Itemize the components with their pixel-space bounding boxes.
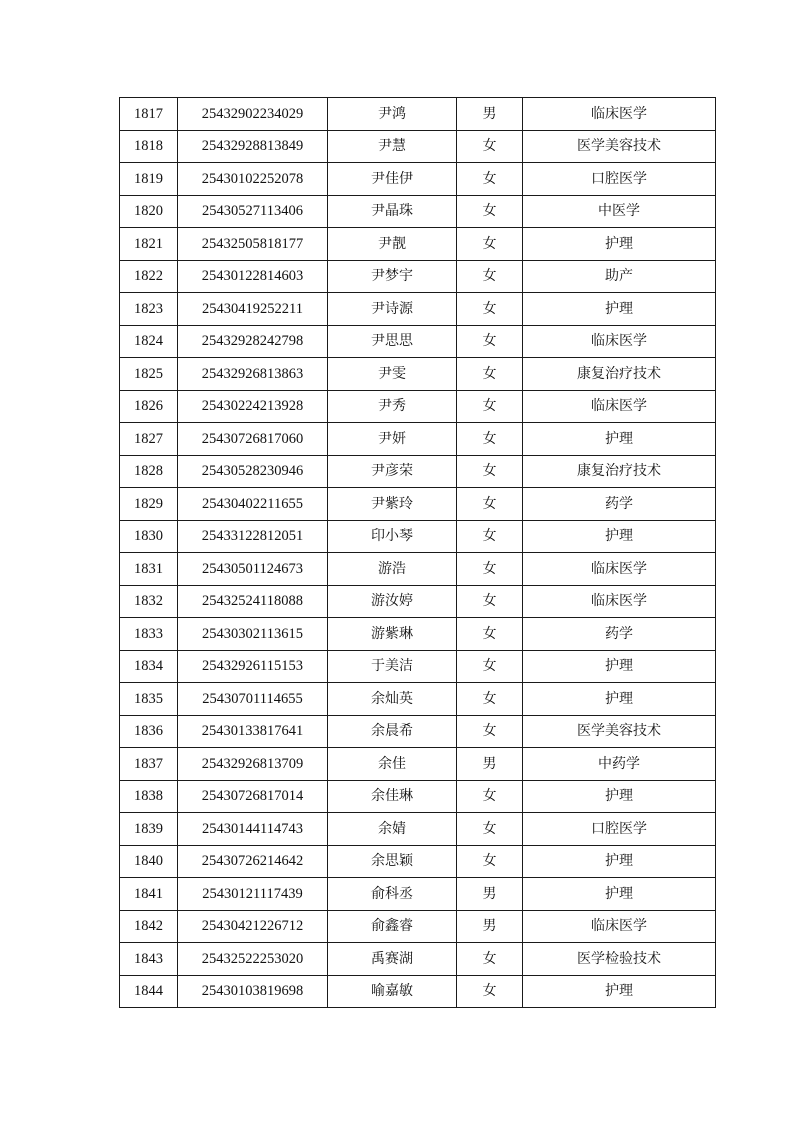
gender-cell: 女 — [457, 520, 523, 553]
student-name-cell: 尹妍 — [328, 423, 457, 456]
major-cell: 中药学 — [523, 748, 716, 781]
major-cell: 护理 — [523, 520, 716, 553]
table-row — [120, 683, 716, 716]
student-name-cell: 余晨希 — [328, 715, 457, 748]
major-cell: 临床医学 — [523, 910, 716, 943]
serial-number-cell: 1818 — [120, 130, 178, 163]
exam-id-cell: 25430701114655 — [178, 683, 328, 716]
serial-number-cell: 1834 — [120, 650, 178, 683]
exam-id-cell: 25432926813863 — [178, 358, 328, 391]
gender-cell: 男 — [457, 748, 523, 781]
major-cell: 护理 — [523, 845, 716, 878]
exam-id-cell: 25430421226712 — [178, 910, 328, 943]
exam-id-cell: 25430144114743 — [178, 813, 328, 846]
table-row — [120, 618, 716, 651]
student-name-cell: 游紫琳 — [328, 618, 457, 651]
gender-cell: 女 — [457, 228, 523, 261]
table-row — [120, 228, 716, 261]
major-cell: 医学美容技术 — [523, 130, 716, 163]
major-cell: 临床医学 — [523, 390, 716, 423]
serial-number-cell: 1837 — [120, 748, 178, 781]
gender-cell: 女 — [457, 975, 523, 1008]
gender-cell: 女 — [457, 130, 523, 163]
exam-id-cell: 25430102252078 — [178, 163, 328, 196]
major-cell: 护理 — [523, 293, 716, 326]
major-cell: 药学 — [523, 488, 716, 521]
serial-number-cell: 1821 — [120, 228, 178, 261]
table-row — [120, 520, 716, 553]
table-row — [120, 325, 716, 358]
student-name-cell: 禹赛湖 — [328, 943, 457, 976]
exam-id-cell: 25432926115153 — [178, 650, 328, 683]
student-name-cell: 余婧 — [328, 813, 457, 846]
table-row — [120, 358, 716, 391]
gender-cell: 女 — [457, 650, 523, 683]
student-name-cell: 尹梦宇 — [328, 260, 457, 293]
exam-id-cell: 25432522253020 — [178, 943, 328, 976]
serial-number-cell: 1841 — [120, 878, 178, 911]
gender-cell: 女 — [457, 813, 523, 846]
serial-number-cell: 1822 — [120, 260, 178, 293]
table-row — [120, 780, 716, 813]
gender-cell: 女 — [457, 553, 523, 586]
exam-id-cell: 25432505818177 — [178, 228, 328, 261]
table-row — [120, 943, 716, 976]
major-cell: 护理 — [523, 228, 716, 261]
exam-id-cell: 25432928813849 — [178, 130, 328, 163]
gender-cell: 女 — [457, 683, 523, 716]
table-row — [120, 813, 716, 846]
exam-id-cell: 25432926813709 — [178, 748, 328, 781]
serial-number-cell: 1843 — [120, 943, 178, 976]
table-row — [120, 163, 716, 196]
table-row — [120, 715, 716, 748]
student-name-cell: 于美洁 — [328, 650, 457, 683]
major-cell: 护理 — [523, 423, 716, 456]
gender-cell: 女 — [457, 325, 523, 358]
major-cell: 医学检验技术 — [523, 943, 716, 976]
student-name-cell: 尹鸿 — [328, 98, 457, 131]
student-name-cell: 尹靓 — [328, 228, 457, 261]
student-name-cell: 尹彦荣 — [328, 455, 457, 488]
student-name-cell: 尹诗源 — [328, 293, 457, 326]
gender-cell: 女 — [457, 943, 523, 976]
gender-cell: 女 — [457, 455, 523, 488]
student-name-cell: 尹晶珠 — [328, 195, 457, 228]
student-name-cell: 余灿英 — [328, 683, 457, 716]
major-cell: 药学 — [523, 618, 716, 651]
roster-body — [120, 98, 716, 1008]
gender-cell: 男 — [457, 878, 523, 911]
major-cell: 护理 — [523, 683, 716, 716]
table-row — [120, 488, 716, 521]
student-name-cell: 喻嘉敏 — [328, 975, 457, 1008]
serial-number-cell: 1844 — [120, 975, 178, 1008]
gender-cell: 女 — [457, 845, 523, 878]
exam-id-cell: 25432524118088 — [178, 585, 328, 618]
serial-number-cell: 1842 — [120, 910, 178, 943]
serial-number-cell: 1817 — [120, 98, 178, 131]
table-row — [120, 455, 716, 488]
exam-id-cell: 25430726817060 — [178, 423, 328, 456]
serial-number-cell: 1840 — [120, 845, 178, 878]
major-cell: 护理 — [523, 878, 716, 911]
gender-cell: 女 — [457, 618, 523, 651]
serial-number-cell: 1836 — [120, 715, 178, 748]
exam-id-cell: 25433122812051 — [178, 520, 328, 553]
gender-cell: 女 — [457, 423, 523, 456]
serial-number-cell: 1832 — [120, 585, 178, 618]
table-row — [120, 130, 716, 163]
table-row — [120, 585, 716, 618]
gender-cell: 女 — [457, 715, 523, 748]
table-row — [120, 910, 716, 943]
exam-id-cell: 25430419252211 — [178, 293, 328, 326]
student-name-cell: 余佳 — [328, 748, 457, 781]
serial-number-cell: 1829 — [120, 488, 178, 521]
exam-id-cell: 25430122814603 — [178, 260, 328, 293]
table-row — [120, 553, 716, 586]
table-row — [120, 293, 716, 326]
table-row — [120, 423, 716, 456]
major-cell: 康复治疗技术 — [523, 358, 716, 391]
table-row — [120, 748, 716, 781]
serial-number-cell: 1819 — [120, 163, 178, 196]
serial-number-cell: 1825 — [120, 358, 178, 391]
major-cell: 中医学 — [523, 195, 716, 228]
serial-number-cell: 1827 — [120, 423, 178, 456]
gender-cell: 女 — [457, 358, 523, 391]
serial-number-cell: 1838 — [120, 780, 178, 813]
table-row — [120, 845, 716, 878]
gender-cell: 女 — [457, 488, 523, 521]
major-cell: 康复治疗技术 — [523, 455, 716, 488]
exam-id-cell: 25430402211655 — [178, 488, 328, 521]
exam-id-cell: 25432928242798 — [178, 325, 328, 358]
student-name-cell: 尹佳伊 — [328, 163, 457, 196]
table-row — [120, 390, 716, 423]
exam-id-cell: 25430133817641 — [178, 715, 328, 748]
student-name-cell: 余佳琳 — [328, 780, 457, 813]
exam-id-cell: 25430121117439 — [178, 878, 328, 911]
student-name-cell: 余思颖 — [328, 845, 457, 878]
exam-id-cell: 25430501124673 — [178, 553, 328, 586]
serial-number-cell: 1820 — [120, 195, 178, 228]
major-cell: 护理 — [523, 975, 716, 1008]
exam-id-cell: 25430528230946 — [178, 455, 328, 488]
serial-number-cell: 1824 — [120, 325, 178, 358]
major-cell: 助产 — [523, 260, 716, 293]
gender-cell: 男 — [457, 910, 523, 943]
serial-number-cell: 1835 — [120, 683, 178, 716]
major-cell: 临床医学 — [523, 553, 716, 586]
major-cell: 口腔医学 — [523, 163, 716, 196]
exam-id-cell: 25430726214642 — [178, 845, 328, 878]
table-row — [120, 975, 716, 1008]
student-roster-table — [119, 97, 716, 1008]
serial-number-cell: 1839 — [120, 813, 178, 846]
student-name-cell: 俞鑫睿 — [328, 910, 457, 943]
serial-number-cell: 1828 — [120, 455, 178, 488]
serial-number-cell: 1831 — [120, 553, 178, 586]
major-cell: 护理 — [523, 650, 716, 683]
table-row — [120, 878, 716, 911]
student-name-cell: 尹思思 — [328, 325, 457, 358]
table-row — [120, 98, 716, 131]
serial-number-cell: 1823 — [120, 293, 178, 326]
gender-cell: 女 — [457, 585, 523, 618]
gender-cell: 女 — [457, 163, 523, 196]
exam-id-cell: 25430527113406 — [178, 195, 328, 228]
exam-id-cell: 25430302113615 — [178, 618, 328, 651]
exam-id-cell: 25430103819698 — [178, 975, 328, 1008]
gender-cell: 女 — [457, 260, 523, 293]
major-cell: 口腔医学 — [523, 813, 716, 846]
gender-cell: 男 — [457, 98, 523, 131]
exam-id-cell: 25432902234029 — [178, 98, 328, 131]
student-name-cell: 尹紫玲 — [328, 488, 457, 521]
student-name-cell: 游汝婷 — [328, 585, 457, 618]
student-name-cell: 尹慧 — [328, 130, 457, 163]
student-name-cell: 俞科丞 — [328, 878, 457, 911]
exam-id-cell: 25430726817014 — [178, 780, 328, 813]
serial-number-cell: 1826 — [120, 390, 178, 423]
gender-cell: 女 — [457, 780, 523, 813]
major-cell: 临床医学 — [523, 325, 716, 358]
serial-number-cell: 1830 — [120, 520, 178, 553]
major-cell: 护理 — [523, 780, 716, 813]
gender-cell: 女 — [457, 293, 523, 326]
major-cell: 临床医学 — [523, 585, 716, 618]
gender-cell: 女 — [457, 195, 523, 228]
exam-id-cell: 25430224213928 — [178, 390, 328, 423]
major-cell: 医学美容技术 — [523, 715, 716, 748]
serial-number-cell: 1833 — [120, 618, 178, 651]
student-name-cell: 游浩 — [328, 553, 457, 586]
student-name-cell: 尹秀 — [328, 390, 457, 423]
table-row — [120, 650, 716, 683]
student-name-cell: 尹雯 — [328, 358, 457, 391]
gender-cell: 女 — [457, 390, 523, 423]
table-row — [120, 260, 716, 293]
student-name-cell: 印小琴 — [328, 520, 457, 553]
major-cell: 临床医学 — [523, 98, 716, 131]
table-row — [120, 195, 716, 228]
